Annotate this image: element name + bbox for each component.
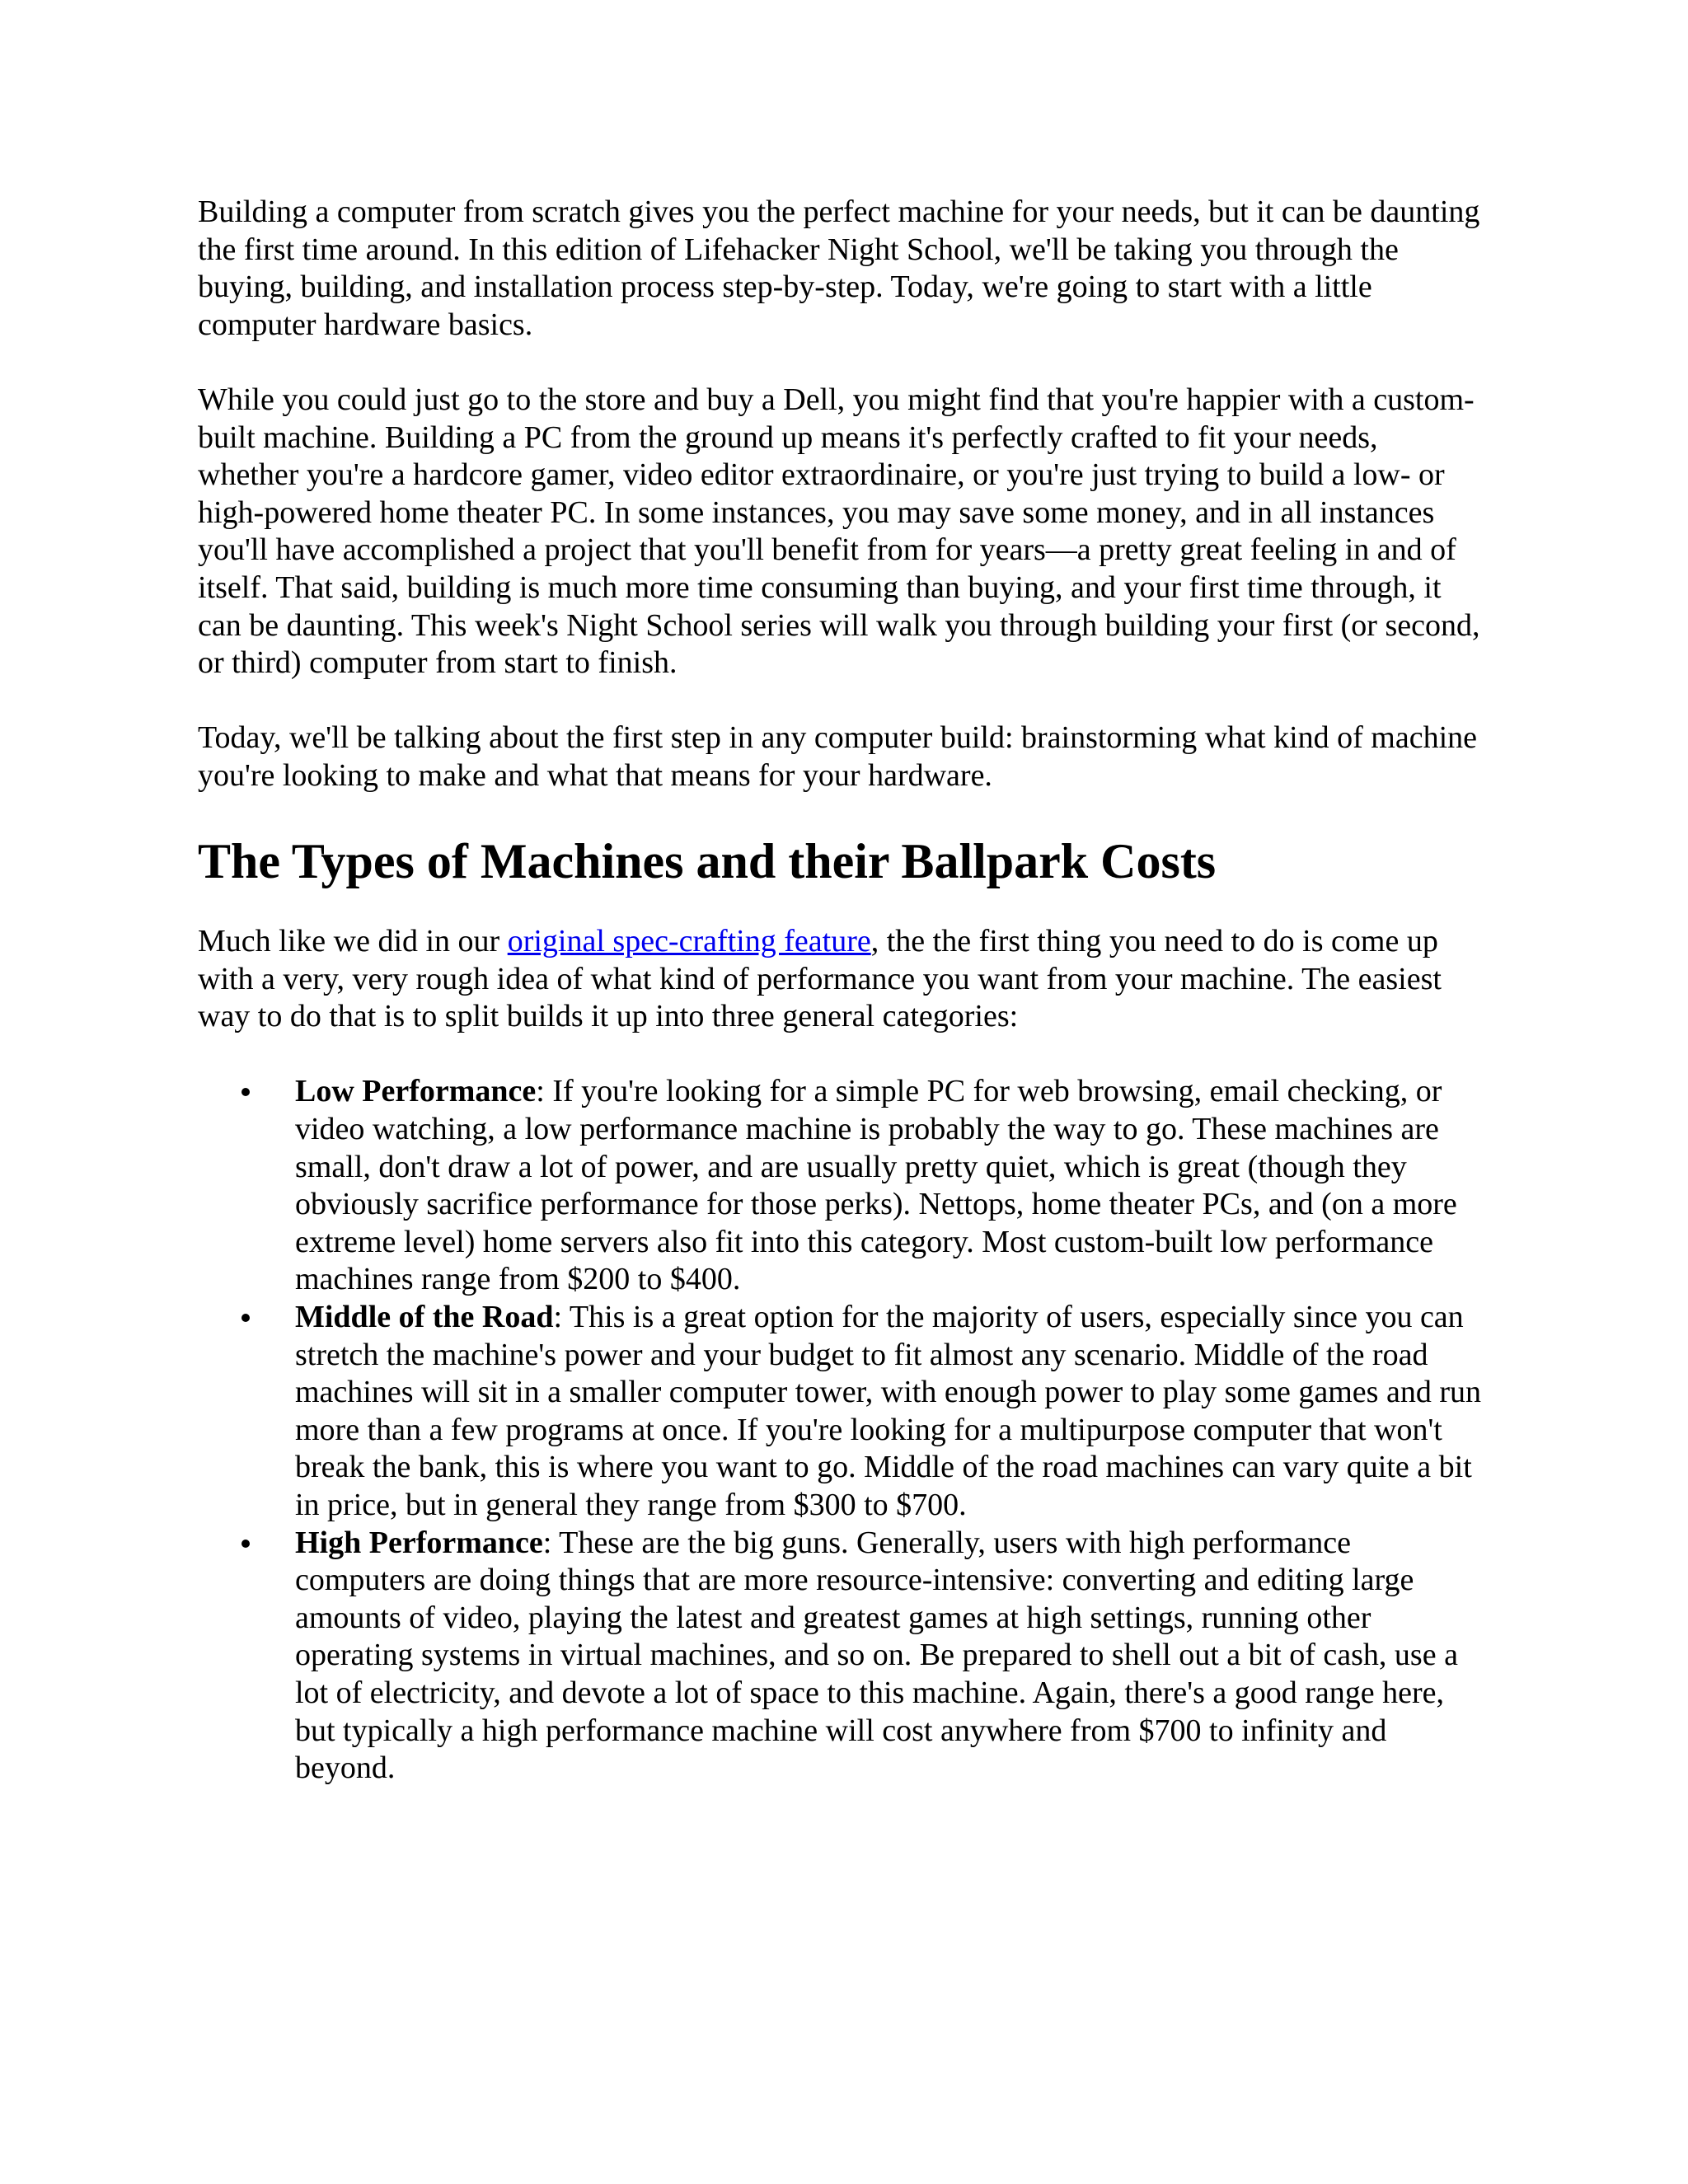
- intro-paragraph-1: Building a computer from scratch gives you the perfect machine for your needs, but it can be daunting the first time around. In this edition of Lifehacker Night School, we'll be taking you through the buying, building, and installation process step-by-step. Today, we're going to start with a little computer hardware basics.: [198, 194, 1480, 342]
- section-lead-paragraph: [198, 923, 1484, 1036]
- section-heading: The Types of Machines and their Ballpark Costs: [198, 834, 1217, 889]
- list-item-low-performance: [198, 1073, 1484, 1299]
- list-item-term: Middle of the Road: [295, 1300, 554, 1335]
- list-item-term: High Performance: [295, 1525, 543, 1560]
- document-page: [198, 194, 1484, 1788]
- bullet-icon: [241, 1314, 250, 1322]
- intro-paragraph-3: Today, we'll be talking about the first step in any computer build: brainstorming what kind of machine you're looking to make and what that means for your hardware.: [198, 720, 1477, 793]
- bullet-icon: [241, 1540, 250, 1548]
- spec-crafting-link[interactable]: original spec-crafting feature: [507, 924, 871, 959]
- list-item-text: : If you're looking for a simple PC for web browsing, email checking, or video watching, a low performance machine is probably the way to go. These machines are small, don't draw a lot of power, and are usually pretty quiet, which is great (though they obviously sacrifice performance for those perks). Nettops, home theater PCs, and (on a more extreme level) home servers also fit into this category. Most custom-built low performance machines range from $200 to $400.: [295, 1074, 1457, 1297]
- list-item-high-performance: [198, 1525, 1484, 1788]
- bullet-icon: [241, 1088, 250, 1096]
- list-item-middle-of-the-road: [198, 1299, 1484, 1525]
- lead-text-before: Much like we did in our: [198, 924, 508, 959]
- lead-text-after: , the the first thing you need to do is come up with a very, very rough idea of what kind of performance you want from your machine. The easiest way to do that is to split builds it up into three general categories:: [198, 924, 1442, 1034]
- list-item-text: : These are the big guns. Generally, users with high performance computers are doing things that are more resource-intensive: converting and editing large amounts of video, playing the latest and greatest games at high settings, running other operating systems in virtual machines, and so on. Be prepared to shell out a bit of cash, use a lot of electricity, and devote a lot of space to this machine. Again, there's a good range here, but typically a high performance machine will cost anywhere from $700 to infinity and beyond.: [295, 1525, 1458, 1786]
- list-item-term: Low Performance: [295, 1074, 537, 1109]
- intro-paragraph-2: While you could just go to the store and buy a Dell, you might find that you're happier with a custom-built machine. Building a PC from the ground up means it's perfectly crafted to fit your needs, whether you're a hardcore gamer, video editor extraordinaire, or you're just trying to build a low- or high-powered home theater PC. In some instances, you may save some money, and in all instances you'll have accomplished a project that you'll benefit from for years—a pretty great feeling in and of itself. That said, building is much more time consuming than buying, and your first time through, it can be daunting. This week's Night School series will walk you through building your first (or second, or third) computer from start to finish.: [198, 382, 1480, 681]
- machine-types-list: [198, 1073, 1484, 1787]
- list-item-text: : This is a great option for the majority of users, especially since you can stretch the machine's power and your budget to fit almost any scenario. Middle of the road machines will sit in a smaller computer tower, with enough power to play some games and run more than a few programs at once. If you're looking for a multipurpose computer that won't break the bank, this is where you want to go. Middle of the road machines can vary quite a bit in price, but in general they range from $300 to $700.: [295, 1300, 1481, 1522]
